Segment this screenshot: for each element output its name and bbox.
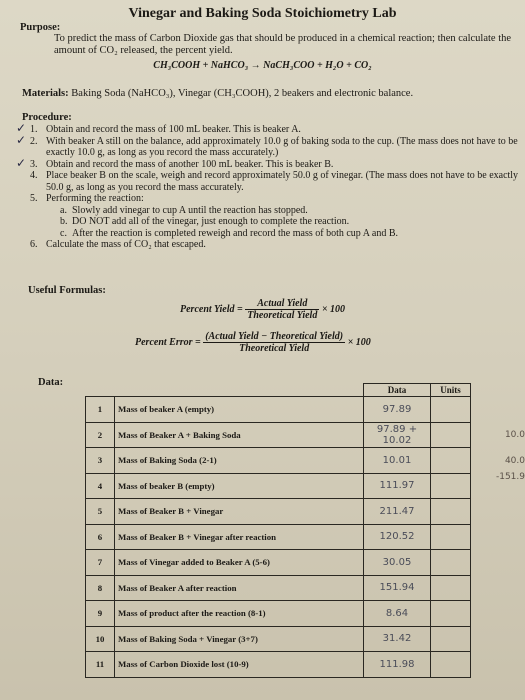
units-cell[interactable] (431, 626, 471, 652)
table-row: 4 Mass of beaker B (empty) 111.97 (86, 473, 471, 499)
data-value[interactable]: 111.98 (364, 652, 431, 678)
data-value[interactable]: 8.64 (364, 601, 431, 627)
data-value[interactable]: 97.89 + 10.02 (364, 422, 431, 448)
units-cell[interactable] (431, 397, 471, 423)
data-value[interactable]: 211.47 (364, 499, 431, 525)
units-cell[interactable] (431, 575, 471, 601)
procedure-substep: b. DO NOT add all of the vinegar, just enough to complete the reaction. (60, 216, 350, 227)
purpose-label: Purpose: (20, 22, 61, 33)
data-value[interactable]: 97.89 (364, 397, 431, 423)
procedure-step: ✓ 1. Obtain and record the mass of 100 mL beaker. This is beaker A. (16, 121, 301, 135)
units-cell[interactable] (431, 550, 471, 576)
table-header-row (86, 384, 471, 397)
data-value[interactable]: 151.94 (364, 575, 431, 601)
materials-label: Materials: (22, 88, 69, 99)
units-cell[interactable] (431, 473, 471, 499)
data-value[interactable]: 10.01 (364, 448, 431, 474)
procedure-steps (16, 121, 520, 251)
table-row: 9 Mass of product after the reaction (8-1) 8.64 (86, 601, 471, 627)
units-column-header: Units (431, 384, 471, 397)
units-cell[interactable] (431, 652, 471, 678)
units-cell[interactable] (431, 422, 471, 448)
table-row: 2 Mass of Beaker A + Baking Soda 97.89 + 10.02 (86, 422, 471, 448)
units-cell[interactable] (431, 601, 471, 627)
formulas-label: Useful Formulas: (28, 285, 106, 296)
margin-note: 10.0 (504, 430, 525, 440)
units-cell[interactable] (431, 448, 471, 474)
margin-note: -151.9 (495, 472, 525, 482)
data-value[interactable]: 111.97 (364, 473, 431, 499)
check-mark-icon: ✓ (16, 155, 27, 170)
data-value[interactable]: 31.42 (364, 626, 431, 652)
table-row: 1 Mass of beaker A (empty) 97.89 (86, 397, 471, 423)
check-mark-icon: ✓ (16, 132, 27, 147)
data-value[interactable]: 30.05 (364, 550, 431, 576)
percent-yield-formula: Percent Yield = $\frac{\text{Actual Yield}}{\text{Theoretical Yield}}$ × 100 (180, 298, 346, 321)
data-value[interactable]: 120.52 (364, 524, 431, 550)
check-mark-icon: ✓ (16, 121, 27, 135)
data-table (85, 383, 471, 678)
procedure-substep: c. After the reaction is completed reweigh and record the mass of both cup A and B. (60, 227, 399, 239)
procedure-step: 5. Performing the reaction: (30, 193, 144, 204)
procedure-step: 6. Calculate the mass of CO₂ that escaped. (30, 239, 206, 250)
data-label: Data: (38, 377, 64, 388)
table-row: 10 Mass of Baking Soda + Vinegar (3+7) 31.42 (86, 626, 471, 652)
reaction-equation: CH₃COOH + NaHCO₃ → NaCH₃COO + H₂O + CO₂ (153, 60, 372, 71)
page-title: Vinegar and Baking Soda Stoichiometry Lab (128, 6, 397, 21)
percent-error-formula: Percent Error = $\frac{\text{(Actual Yield − Theoretical Yield)}}{\text{Theoretical Yield}}$ × 100 (135, 331, 371, 354)
table-row: 11 Mass of Carbon Dioxide lost (10-9) 111.98 (86, 652, 471, 678)
procedure-step: ✓ 3. Obtain and record the mass of another 100 mL beaker. This is beaker B. (16, 155, 334, 170)
units-cell[interactable] (431, 524, 471, 550)
purpose-text: To predict the mass of Carbon Dioxide gas that should be produced in a chemical reaction; then calculate the amount of CO₂ released, the percent yield. (54, 33, 512, 56)
materials-line (22, 88, 512, 99)
procedure-substep: a. Slowly add vinegar to cup A until the reaction has stopped. (60, 204, 308, 216)
materials-text: Baking Soda (NaHCO₃), Vinegar (CH₃COOH), 2 beakers and electronic balance. (68, 88, 414, 99)
margin-note: 40.0 (504, 456, 525, 466)
table-row: 5 Mass of Beaker B + Vinegar 211.47 (86, 499, 471, 525)
procedure-step: ✓ 2. With beaker A still on the balance, add approximately 10.0 g of baking soda to the cup. (The mass does not have to be exactly 10.0 g, as long as you record the mass accurately.) (16, 132, 518, 158)
table-row: 7 Mass of Vinegar added to Beaker A (5-6) 30.05 (86, 550, 471, 576)
procedure-step: 4. Place beaker B on the scale, weigh and record approximately 50.0 g of vinegar. (The mass does not have to be exactly 50.0 g, as long as you record the mass accurately. (30, 170, 519, 193)
procedure-label: Procedure: (22, 112, 72, 123)
units-cell[interactable] (431, 499, 471, 525)
table-row: 6 Mass of Beaker B + Vinegar after reaction 120.52 (86, 524, 471, 550)
table-row: 3 Mass of Baking Soda (2-1) 10.01 (86, 448, 471, 474)
table-row: 8 Mass of Beaker A after reaction 151.94 (86, 575, 471, 601)
data-column-header: Data (364, 384, 431, 397)
